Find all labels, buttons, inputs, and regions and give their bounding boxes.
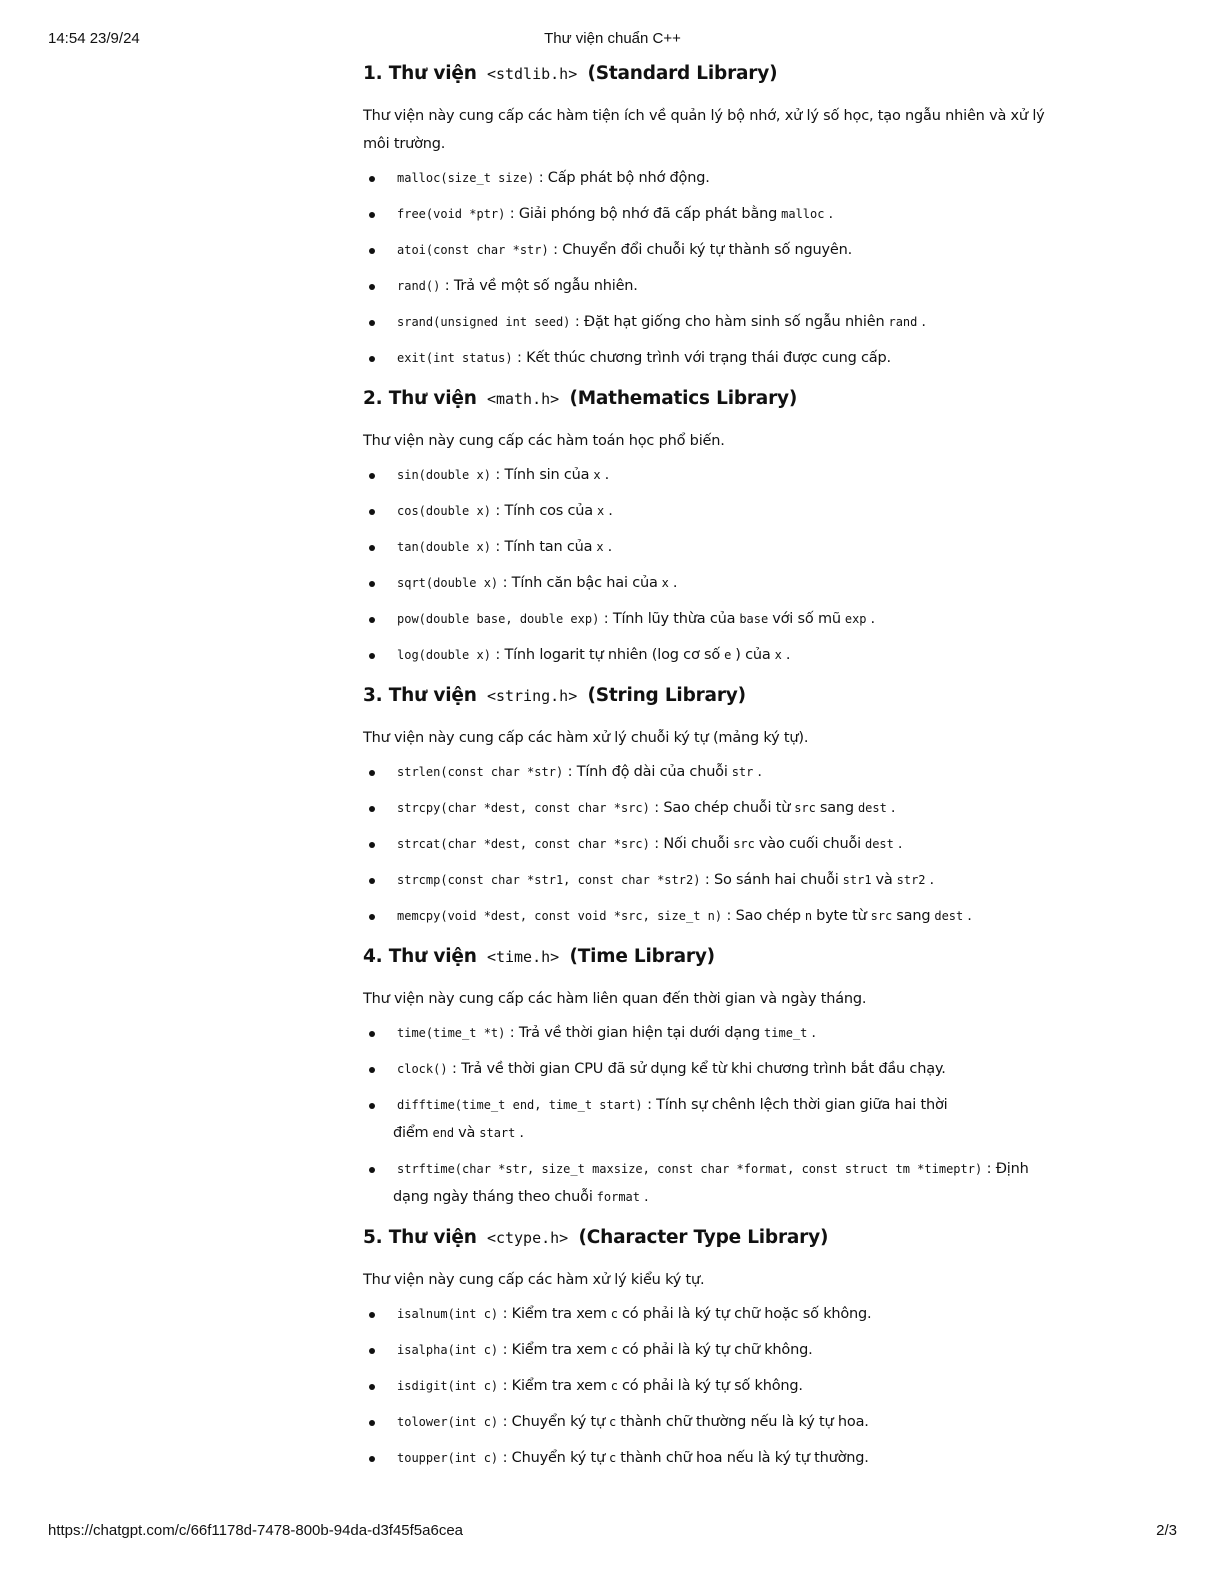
function-description: : Tính sin của <box>495 467 590 483</box>
description-text: . <box>757 764 762 780</box>
function-description: : Kết thúc chương trình với trạng thái được cung cấp. <box>517 350 891 366</box>
function-signature: strcpy(char *dest, const char *src) <box>397 801 650 815</box>
inline-code: c <box>610 1343 619 1357</box>
function-signature: memcpy(void *dest, const void *src, size_t n) <box>397 909 723 923</box>
description-text: . <box>604 467 609 483</box>
list-item <box>363 1300 1075 1328</box>
function-list <box>363 1300 1075 1472</box>
function-signature: strlen(const char *str) <box>397 765 564 779</box>
library-section <box>363 385 1075 669</box>
function-description: : Trả về một số ngẫu nhiên. <box>444 278 638 294</box>
function-description: : Sao chép chuỗi từ <box>654 800 791 816</box>
inline-code: format <box>596 1190 641 1204</box>
function-signature: isalnum(int c) <box>397 1307 499 1321</box>
inline-code: rand <box>888 315 918 329</box>
list-item <box>363 272 1075 300</box>
list-item <box>363 641 1075 669</box>
description-text: . <box>519 1125 524 1141</box>
description-text: sang <box>896 908 931 924</box>
section-number: 2. <box>363 388 383 409</box>
function-signature: tan(double x) <box>397 540 491 554</box>
library-section <box>363 943 1075 1211</box>
function-list <box>363 164 1075 372</box>
list-item <box>363 1091 1075 1147</box>
list-item <box>363 497 1075 525</box>
description-text: có phải là ký tự chữ không. <box>622 1342 813 1358</box>
section-heading <box>363 385 1075 413</box>
description-continuation: dạng ngày tháng theo chuỗi <box>393 1189 593 1205</box>
section-intro: Thư viện này cung cấp các hàm xử lý chuỗi ký tự (mảng ký tự). <box>363 730 809 746</box>
inline-code: x <box>774 648 782 662</box>
function-description: : Chuyển đổi chuỗi ký tự thành số nguyên. <box>553 242 853 258</box>
function-description: : Tính lũy thừa của <box>603 611 736 627</box>
function-signature: time(time_t *t) <box>397 1026 506 1040</box>
description-text: . <box>811 1025 816 1041</box>
function-description: : Nối chuỗi <box>654 836 730 852</box>
inline-code: c <box>609 1451 617 1465</box>
inline-code: c <box>610 1379 619 1393</box>
list-item <box>363 569 1075 597</box>
inline-code: exp <box>844 612 867 626</box>
list-item <box>363 1408 1075 1436</box>
section-number: 4. <box>363 946 383 967</box>
description-text: . <box>929 872 934 888</box>
section-library-name: (Time Library) <box>569 946 715 967</box>
inline-code: x <box>661 576 669 590</box>
description-text: . <box>608 503 613 519</box>
function-list <box>363 758 1075 930</box>
print-datetime: 14:54 23/9/24 <box>48 30 140 47</box>
list-item <box>363 605 1075 633</box>
function-signature: malloc(size_t size) <box>397 171 535 185</box>
section-library-name: (String Library) <box>587 685 746 706</box>
function-list <box>363 461 1075 669</box>
section-library-name: (Mathematics Library) <box>569 388 798 409</box>
function-description: : Định <box>986 1161 1029 1177</box>
section-library-name: (Character Type Library) <box>578 1227 829 1248</box>
section-word: Thư viện <box>388 1227 477 1248</box>
function-signature: pow(double base, double exp) <box>397 612 600 626</box>
list-item <box>363 164 1075 192</box>
function-description: : Chuyển ký tự <box>502 1414 606 1430</box>
section-word: Thư viện <box>388 946 477 967</box>
function-signature: rand() <box>397 279 441 293</box>
inline-code: x <box>596 504 605 518</box>
section-number: 1. <box>363 63 383 84</box>
inline-code: dest <box>864 837 894 851</box>
description-text: với số mũ <box>772 611 841 627</box>
function-signature: clock() <box>397 1062 448 1076</box>
inline-code: src <box>794 801 816 815</box>
inline-code: str2 <box>896 873 926 887</box>
function-description: : Kiểm tra xem <box>502 1342 607 1358</box>
list-item <box>363 344 1075 372</box>
description-text: . <box>870 611 875 627</box>
list-item <box>363 308 1075 336</box>
function-signature: cos(double x) <box>397 504 491 518</box>
function-signature: srand(unsigned int seed) <box>397 315 571 329</box>
section-library-name: (Standard Library) <box>587 63 778 84</box>
function-signature: strcat(char *dest, const char *src) <box>397 837 650 851</box>
list-item <box>363 830 1075 858</box>
section-word: Thư viện <box>388 63 477 84</box>
inline-code: src <box>870 909 893 923</box>
inline-code: time_t <box>764 1026 808 1040</box>
section-heading <box>363 682 1075 710</box>
function-signature: log(double x) <box>397 648 491 662</box>
section-intro: Thư viện này cung cấp các hàm xử lý kiểu ký tự. <box>363 1272 705 1288</box>
function-signature: tolower(int c) <box>397 1415 499 1429</box>
inline-code: str1 <box>842 873 872 887</box>
inline-code: src <box>733 837 755 851</box>
inline-code: n <box>804 909 813 923</box>
function-signature: exit(int status) <box>397 351 513 365</box>
function-description: : Cấp phát bộ nhớ động. <box>538 170 710 186</box>
list-item <box>363 1444 1075 1472</box>
inline-code: c <box>609 1415 617 1429</box>
section-intro: Thư viện này cung cấp các hàm tiện ích về quản lý bộ nhớ, xử lý số học, tạo ngẫu nhiên và xử lý môi trường. <box>363 108 1045 152</box>
description-text: và <box>875 872 893 888</box>
list-item <box>363 200 1075 228</box>
function-description: : Chuyển ký tự <box>502 1450 606 1466</box>
function-signature: sqrt(double x) <box>397 576 499 590</box>
function-description: : Kiểm tra xem <box>502 1378 607 1394</box>
function-description: : Tính độ dài của chuỗi <box>567 764 728 780</box>
section-intro: Thư viện này cung cấp các hàm toán học phổ biến. <box>363 433 725 449</box>
inline-code: x <box>593 468 601 482</box>
description-text: vào cuối chuỗi <box>758 836 861 852</box>
section-heading <box>363 1224 1075 1252</box>
description-text: . <box>785 647 791 663</box>
library-section <box>363 60 1075 372</box>
function-signature: strftime(char *str, size_t maxsize, const char *format, const struct tm *timeptr) <box>397 1162 983 1176</box>
description-text: . <box>890 800 896 816</box>
description-text: và <box>458 1125 476 1141</box>
library-section <box>363 682 1075 930</box>
inline-code: dest <box>934 909 964 923</box>
function-signature: strcmp(const char *str1, const char *str2) <box>397 873 701 887</box>
section-header-code: <math.h> <box>486 390 560 408</box>
description-continuation: điểm <box>393 1125 429 1141</box>
function-signature: free(void *ptr) <box>397 207 506 221</box>
list-item <box>363 236 1075 264</box>
function-description: : Tính tan của <box>495 539 593 555</box>
list-item <box>363 533 1075 561</box>
description-text: byte từ <box>816 908 867 924</box>
section-word: Thư viện <box>388 685 477 706</box>
article-content <box>363 60 1075 1485</box>
function-signature: sin(double x) <box>397 468 491 482</box>
section-header-code: <time.h> <box>486 948 560 966</box>
inline-code: malloc <box>781 207 825 221</box>
description-text: thành chữ thường nếu là ký tự hoa. <box>620 1414 869 1430</box>
function-description: : Trả về thời gian hiện tại dưới dạng <box>509 1025 761 1041</box>
list-item <box>363 1372 1075 1400</box>
description-text: . <box>897 836 903 852</box>
description-text: có phải là ký tự chữ hoặc số không. <box>622 1306 872 1322</box>
list-item <box>363 461 1075 489</box>
function-description: : Tính sự chênh lệch thời gian giữa hai thời <box>647 1097 948 1113</box>
inline-code: base <box>739 612 769 626</box>
section-word: Thư viện <box>388 388 477 409</box>
list-item <box>363 794 1075 822</box>
list-item <box>363 902 1075 930</box>
section-number: 5. <box>363 1227 383 1248</box>
function-description: : Trả về thời gian CPU đã sử dụng kể từ khi chương trình bắt đầu chạy. <box>452 1061 946 1077</box>
description-text: . <box>672 575 678 591</box>
function-description: : Tính căn bậc hai của <box>502 575 658 591</box>
function-signature: difftime(time_t end, time_t start) <box>397 1098 643 1112</box>
section-header-code: <stdlib.h> <box>486 65 578 83</box>
section-header-code: <ctype.h> <box>486 1229 569 1247</box>
print-header <box>0 30 1225 52</box>
inline-code: x <box>596 540 604 554</box>
description-text: có phải là ký tự số không. <box>622 1378 803 1394</box>
function-description: : Đặt hạt giống cho hàm sinh số ngẫu nhiên <box>574 314 885 330</box>
function-signature: atoi(const char *str) <box>397 243 549 257</box>
inline-code: e <box>724 648 732 662</box>
list-item <box>363 1019 1075 1047</box>
description-text: sang <box>819 800 854 816</box>
print-title: Thư viện chuẩn C++ <box>544 30 681 47</box>
function-signature: toupper(int c) <box>397 1451 499 1465</box>
description-text: . <box>828 206 833 222</box>
function-description: : Kiểm tra xem <box>502 1306 607 1322</box>
section-header-code: <string.h> <box>486 687 578 705</box>
description-text: . <box>644 1189 649 1205</box>
function-description: : Tính logarit tự nhiên (log cơ số <box>495 647 721 663</box>
library-section <box>363 1224 1075 1472</box>
inline-code: dest <box>857 801 887 815</box>
list-item <box>363 1055 1075 1083</box>
function-signature: isdigit(int c) <box>397 1379 499 1393</box>
section-heading <box>363 943 1075 971</box>
inline-code: c <box>610 1307 619 1321</box>
function-description: : Giải phóng bộ nhớ đã cấp phát bằng <box>509 206 778 222</box>
inline-code: start <box>479 1126 516 1140</box>
print-url: https://chatgpt.com/c/66f1178d-7478-800b-94da-d3f45f5a6cea <box>48 1522 464 1539</box>
description-text: thành chữ hoa nếu là ký tự thường. <box>620 1450 869 1466</box>
function-list <box>363 1019 1075 1211</box>
section-number: 3. <box>363 685 383 706</box>
list-item <box>363 1155 1075 1211</box>
inline-code: end <box>432 1126 455 1140</box>
description-text: . <box>967 908 972 924</box>
function-description: : So sánh hai chuỗi <box>704 872 839 888</box>
function-description: : Tính cos của <box>495 503 593 519</box>
description-text: . <box>921 314 926 330</box>
function-signature: isalpha(int c) <box>397 1343 499 1357</box>
inline-code: str <box>731 765 754 779</box>
list-item <box>363 866 1075 894</box>
description-text: . <box>607 539 612 555</box>
section-heading <box>363 60 1075 88</box>
list-item <box>363 758 1075 786</box>
list-item <box>363 1336 1075 1364</box>
section-intro: Thư viện này cung cấp các hàm liên quan đến thời gian và ngày tháng. <box>363 991 867 1007</box>
function-description: : Sao chép <box>726 908 801 924</box>
description-text: ) của <box>735 647 771 663</box>
page-number: 2/3 <box>1156 1522 1177 1539</box>
